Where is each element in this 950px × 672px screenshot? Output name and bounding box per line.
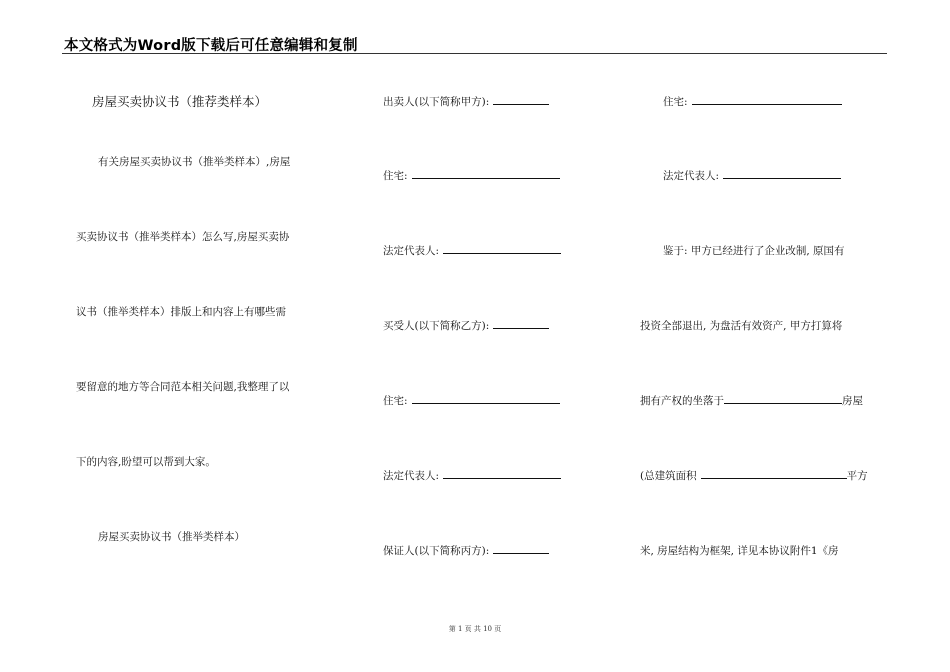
buyer-line <box>383 318 549 333</box>
guarantor-label: 保证人(以下简称丙方): <box>383 545 490 557</box>
buyer-address-blank <box>412 393 560 404</box>
page-number: 第 1 页 共 10 页 <box>448 625 502 633</box>
location-blank <box>724 393 842 404</box>
header-divider <box>62 53 887 54</box>
guarantor-blank <box>493 543 549 554</box>
whereas-line-5: 米, 房屋结构为框架, 详见本协议附件1《房 <box>640 545 839 557</box>
buyer-label: 买受人(以下简称乙方): <box>383 320 490 332</box>
area-label: (总建筑面积 <box>640 470 697 482</box>
seller-address-line <box>383 168 560 183</box>
buyer-blank <box>493 318 549 329</box>
seller-rep-line <box>383 243 561 258</box>
guarantor-rep-line <box>663 168 841 183</box>
seller-rep-blank <box>443 243 561 254</box>
whereas-line-4 <box>640 468 868 483</box>
paragraph-line-2: 买卖协议书（推举类样本）怎么写,房屋买卖协 <box>76 231 290 243</box>
sub-title: 房屋买卖协议书（推举类样本） <box>98 531 245 543</box>
seller-line <box>383 94 549 109</box>
guarantor-address-line <box>663 94 842 109</box>
guarantor-address-blank <box>692 94 842 105</box>
area-suffix: 平方 <box>846 470 868 482</box>
buyer-rep-label: 法定代表人: <box>383 470 440 482</box>
whereas-line-2: 投资全部退出, 为盘活有效资产, 甲方打算将 <box>640 320 843 332</box>
guarantor-line <box>383 543 549 558</box>
seller-blank <box>493 94 549 105</box>
seller-address-blank <box>412 168 560 179</box>
buyer-address-line <box>383 393 560 408</box>
paragraph-line-5: 下的内容,盼望可以帮到大家。 <box>76 456 216 468</box>
seller-rep-label: 法定代表人: <box>383 245 440 257</box>
guarantor-address-label: 住宅: <box>663 96 688 108</box>
whereas-line-1: 鉴于: 甲方已经进行了企业改制, 原国有 <box>663 245 845 257</box>
guarantor-rep-label: 法定代表人: <box>663 170 720 182</box>
seller-label: 出卖人(以下简称甲方): <box>383 96 490 108</box>
paragraph-line-3: 议书（推举类样本）排版上和内容上有哪些需 <box>76 306 286 318</box>
buyer-rep-blank <box>443 468 561 479</box>
buyer-address-label: 住宅: <box>383 395 408 407</box>
header-title: 本文格式为Word版下载后可任意编辑和复制 <box>64 38 358 54</box>
paragraph-line-4: 要留意的地方等合同范本相关问题,我整理了以 <box>76 381 290 393</box>
buyer-rep-line <box>383 468 561 483</box>
area-blank <box>701 468 847 479</box>
location-label: 拥有产权的坐落于 <box>640 395 724 407</box>
whereas-line-3 <box>640 393 863 408</box>
location-suffix: 房屋 <box>842 395 863 407</box>
document-title: 房屋买卖协议书（推荐类样本） <box>92 94 268 109</box>
seller-address-label: 住宅: <box>383 170 408 182</box>
paragraph-line-1: 有关房屋买卖协议书（推举类样本）,房屋 <box>98 156 291 168</box>
guarantor-rep-blank <box>723 168 841 179</box>
